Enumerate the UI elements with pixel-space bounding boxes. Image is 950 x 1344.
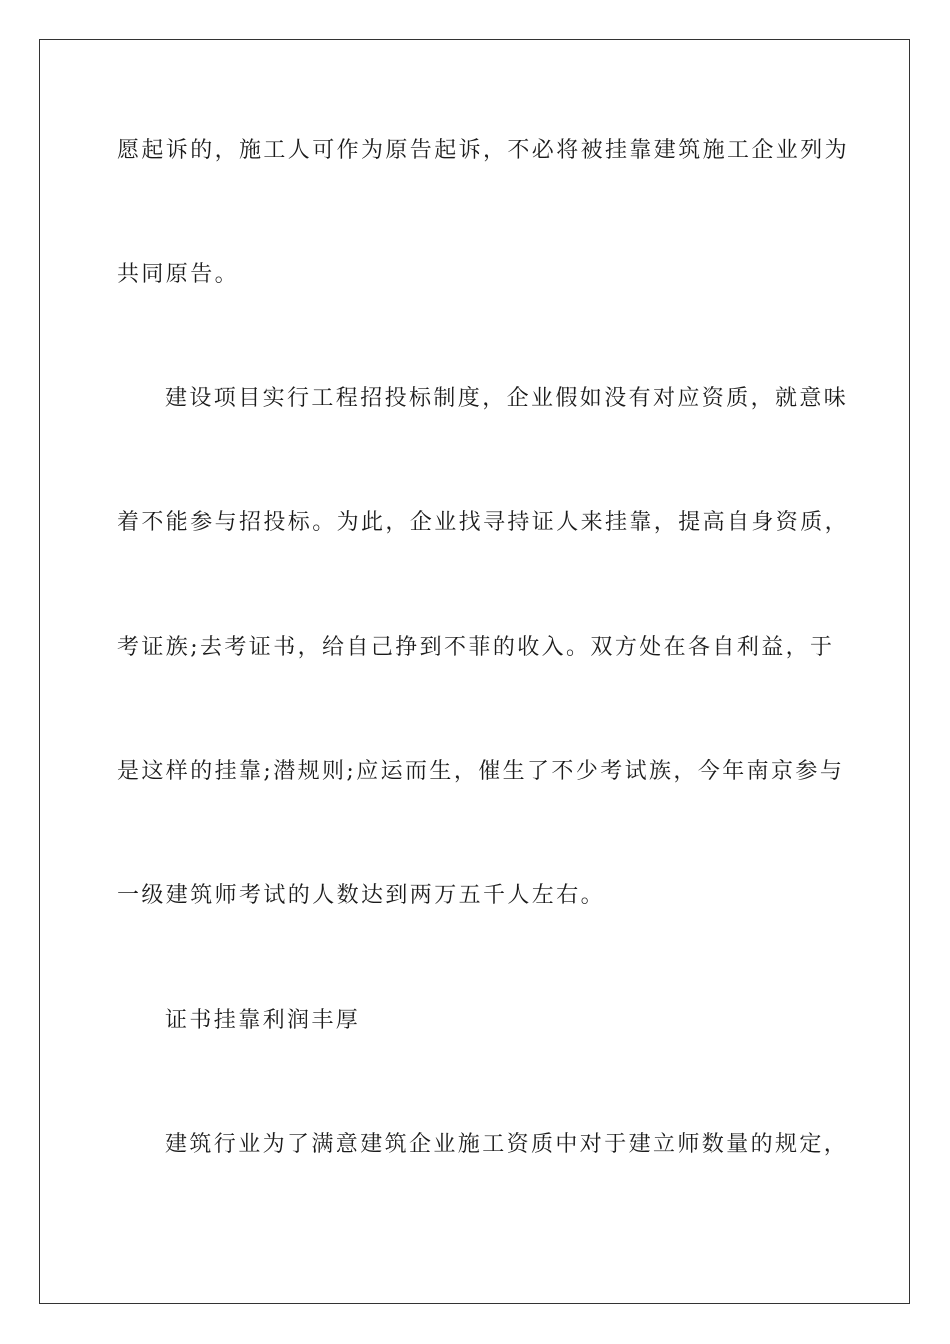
- paragraph-line: 建筑行业为了满意建筑企业施工资质中对于建立师数量的规定，: [165, 1132, 849, 1157]
- paragraph-line: 着不能参与招投标。为此，企业找寻持证人来挂靠，提高自身资质，: [117, 510, 850, 535]
- page-border: [39, 39, 910, 1304]
- paragraph-line: 愿起诉的，施工人可作为原告起诉，不必将被挂靠建筑施工企业列为: [117, 138, 850, 163]
- paragraph-line: 考证族;去考证书，给自己挣到不菲的收入。双方处在各自利益，于: [117, 635, 835, 660]
- paragraph-line: 一级建筑师考试的人数达到两万五千人左右。: [117, 883, 606, 908]
- paragraph-line: 共同原告。: [117, 262, 240, 287]
- section-heading: 证书挂靠利润丰厚: [165, 1008, 361, 1033]
- paragraph-line: 是这样的挂靠;潜规则;应运而生，催生了不少考试族，今年南京参与: [117, 759, 845, 784]
- paragraph-line: 建设项目实行工程招投标制度，企业假如没有对应资质，就意味: [165, 386, 849, 411]
